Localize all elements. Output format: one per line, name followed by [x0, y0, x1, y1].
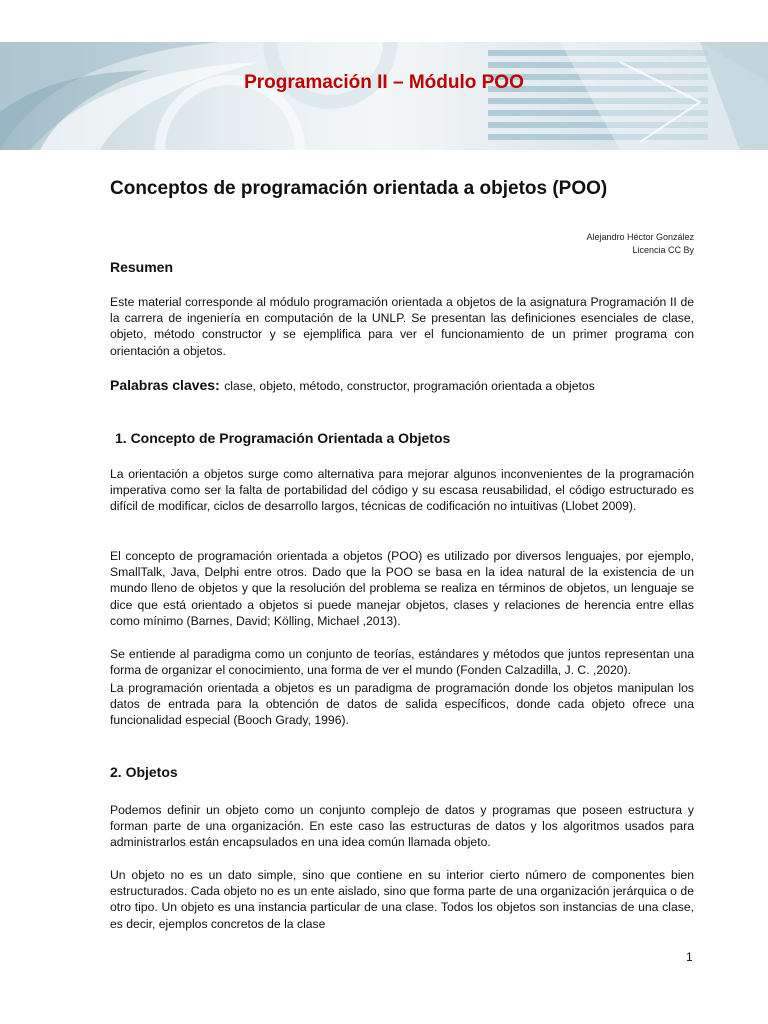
author-block — [586, 231, 694, 257]
keywords-text: clase, objeto, método, constructor, programación orientada a objetos — [224, 379, 595, 393]
keywords-line — [110, 377, 694, 395]
section2-heading: 2. Objetos — [110, 764, 178, 780]
section1-paragraph: La orientación a objetos surge como alternativa para mejorar algunos inconvenientes de la programación imperativa como ser la falta de portabilidad del código y su escasa reusabilidad, el código estructurado es difícil de modificar, ciclos de desarrollo largos, técnicas de codificación no intuitivas (Llobet 2009). — [110, 467, 694, 514]
header-banner — [0, 42, 768, 150]
page-number: 1 — [686, 950, 693, 964]
section2-paragraph: Podemos definir un objeto como un conjunto complejo de datos y programas que poseen estructura y forman parte de una organización. En este caso las estructuras de datos y los algoritmos usados para administrarlos están encapsulados en una idea común llamada objeto. — [110, 803, 694, 850]
section1-paragraph: La programación orientada a objetos es un paradigma de programación donde los objetos manipulan los datos de entrada para la obtención de datos de salida específicos, donde cada objeto ofrece una funcionalidad especial (Booch Grady, 1996). — [110, 681, 694, 728]
section1-paragraph: Se entiende al paradigma como un conjunto de teorías, estándares y métodos que juntos representan una forma de organizar el conocimiento, una forma de ver el mundo (Fonden Calzadilla, J. C. ,2020). — [110, 647, 694, 678]
summary-paragraph: Este material corresponde al módulo programación orientada a objetos de la asignatura Programación II de la carrera de ingeniería en computación de la UNLP. Se presentan las definiciones esenciales de clase, objeto, método constructor y se ejemplifica para ver el funcionamiento de un primer programa con orientación a objetos. — [110, 295, 694, 358]
summary-heading: Resumen — [110, 259, 174, 275]
banner-decoration — [0, 42, 768, 150]
section1-heading: 1. Concepto de Programación Orientada a Objetos — [115, 430, 451, 446]
header-title: Programación II – Módulo POO — [244, 72, 524, 93]
section2-paragraph: Un objeto no es un dato simple, sino que contiene en su interior cierto número de componentes bien estructurados. Cada objeto no es un ente aislado, sino que forma parte de una organización jerárquica o de otro tipo. Un objeto es una instancia particular de una clase. Todos los objetos son instancias de una clase, es decir, ejemplos concretos de la clase — [110, 868, 694, 931]
keywords-label: Palabras claves: — [110, 377, 220, 393]
license-text: Licencia CC By — [632, 245, 694, 255]
document-title: Conceptos de programación orientada a objetos (POO) — [110, 178, 608, 199]
author-name: Alejandro Héctor González — [586, 232, 694, 242]
section1-paragraph: El concepto de programación orientada a objetos (POO) es utilizado por diversos lenguajes, por ejemplo, SmallTalk, Java, Delphi entre otros. Dado que la POO se basa en la idea natural de la existencia de un mundo lleno de objetos y que la resolución del problema se realiza en términos de objetos, un lenguaje se dice que está orientado a objetos si puede manejar objetos, clases y relaciones de herencia entre ellas como mínimo (Barnes, David; Kölling, Michael ,2013). — [110, 549, 694, 628]
